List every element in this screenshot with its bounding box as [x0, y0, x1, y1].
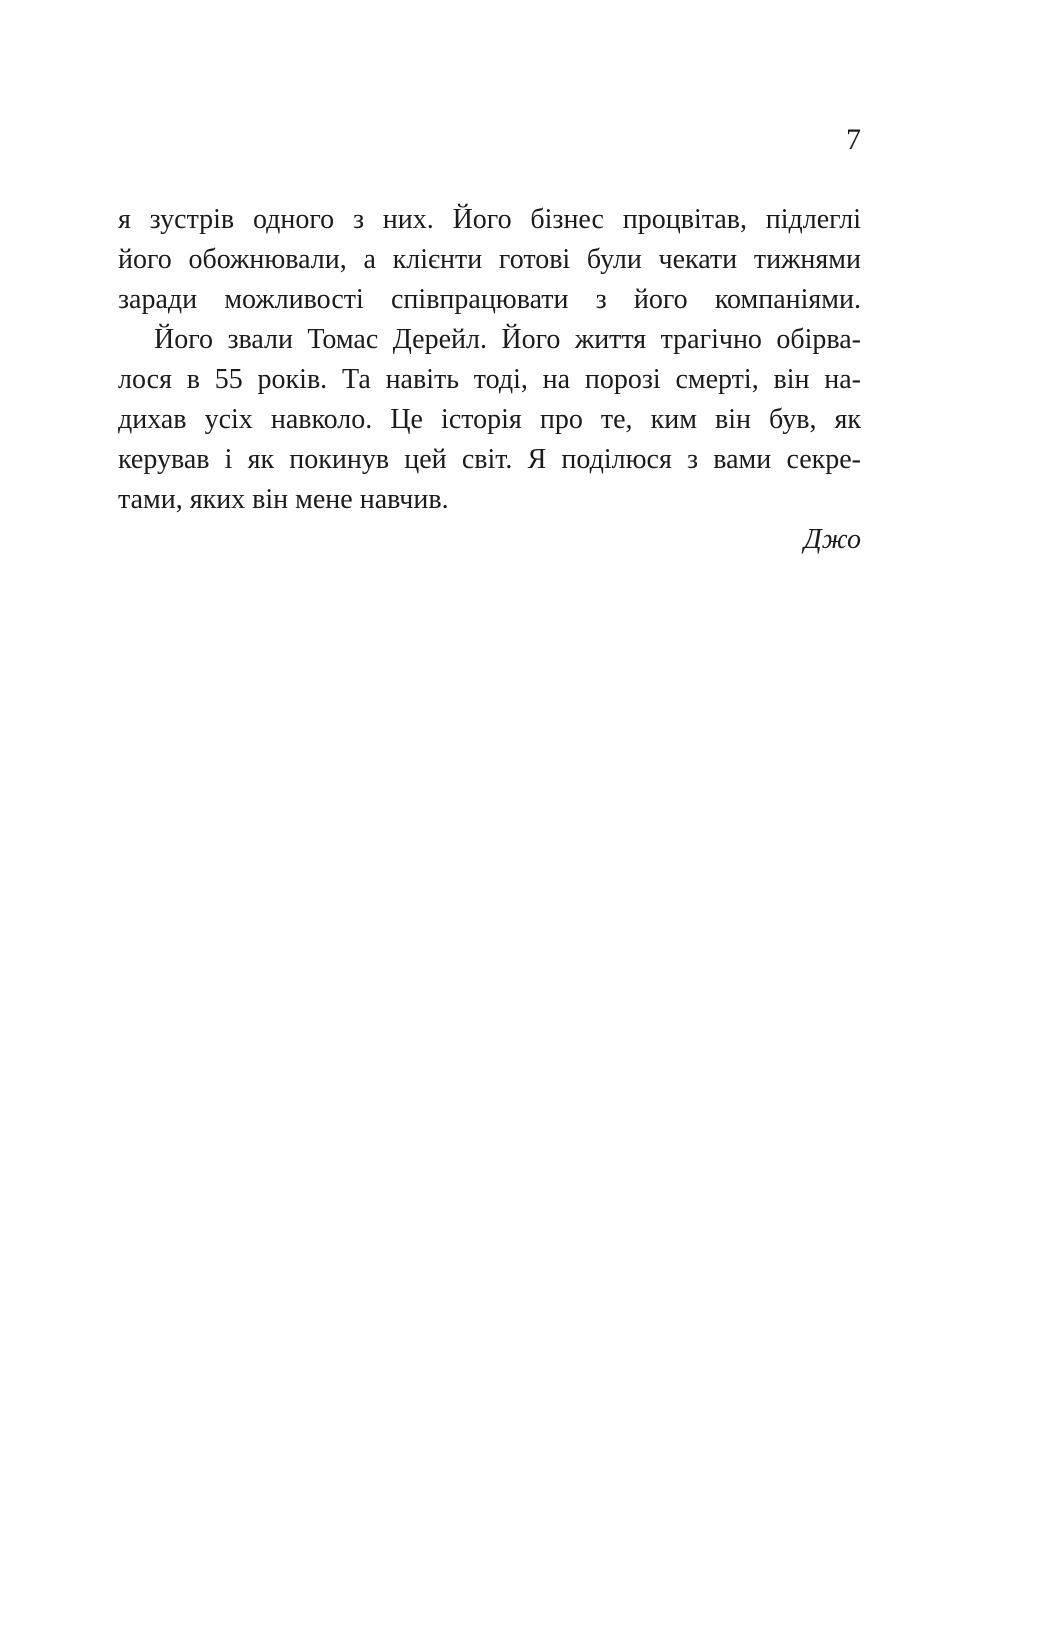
- author-signature: Джо: [803, 524, 861, 555]
- body-text: [118, 200, 861, 520]
- text-line: заради можливості співпрацювати з його компаніями.: [118, 284, 861, 315]
- text-line: керував і як покинув цей світ. Я поділюся з вами секре-: [118, 444, 861, 475]
- text-line: тами, яких він мене навчив.: [118, 484, 449, 515]
- text-block: [118, 120, 861, 560]
- text-line: дихав усіх навколо. Це історія про те, ким він був, як: [118, 404, 861, 435]
- page-number: 7: [846, 123, 861, 156]
- text-line: його обожнювали, а клієнти готові були чекати тижнями: [118, 244, 861, 275]
- text-line: лося в 55 років. Та навіть тоді, на порозі смерті, він на-: [118, 364, 861, 395]
- paragraph: [118, 200, 861, 320]
- text-line: Його звали Томас Дерейл. Його життя трагічно обірва-: [154, 324, 861, 355]
- paragraph: [118, 320, 861, 520]
- text-line: я зустрів одного з них. Його бізнес процвітав, підлеглі: [118, 204, 861, 235]
